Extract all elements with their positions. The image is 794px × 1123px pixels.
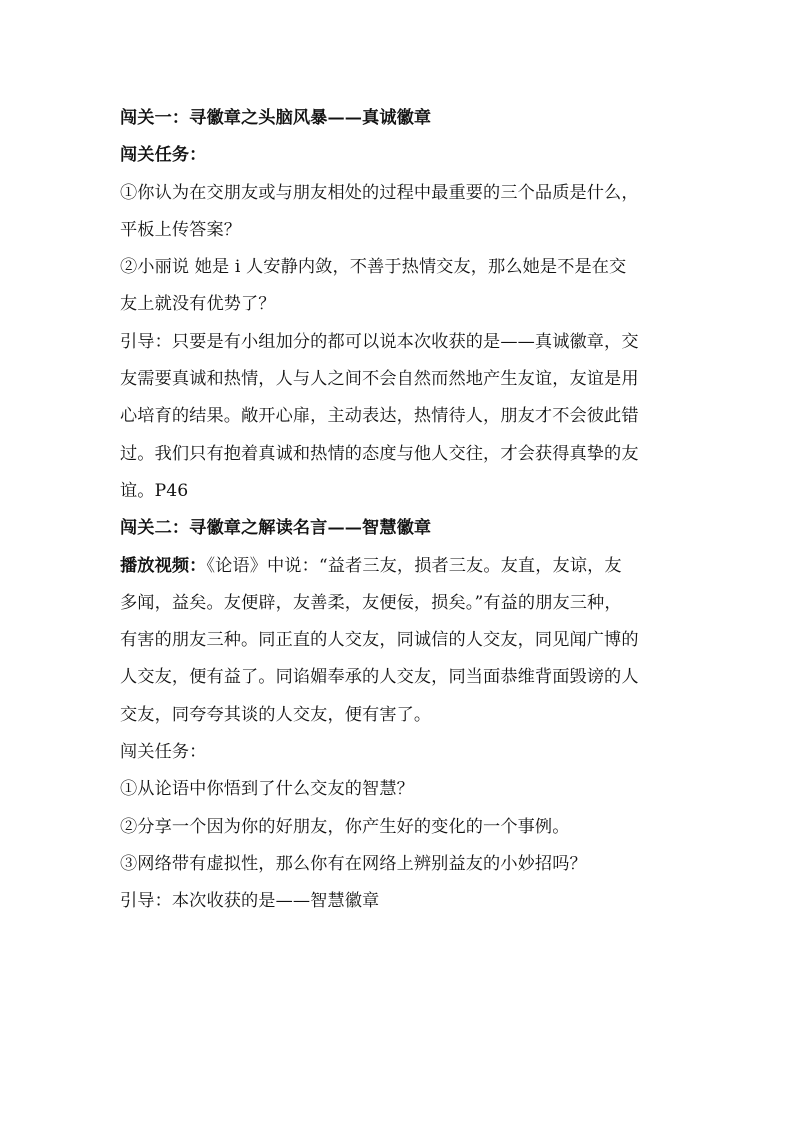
level2-video-line5: 交友，同夸夸其谈的人交友，便有害了。 bbox=[120, 704, 432, 725]
level1-heading: 闯关一：寻徽章之头脑风暴——真诚徽章 bbox=[120, 108, 432, 128]
document-body bbox=[120, 100, 680, 921]
level1-guide-line3: 心培育的结果。敞开心扉，主动表达，热情待人，朋友才不会彼此错 bbox=[120, 406, 639, 427]
level1-guide-line1: 引导：只要是有小组加分的都可以说本次收获的是——真诚徽章，交 bbox=[120, 331, 639, 352]
level2-task-label: 闯关任务： bbox=[120, 742, 207, 763]
level1-question2-line2: 友上就没有优势了？ bbox=[120, 294, 276, 315]
level2-question2: ②分享一个因为你的好朋友，你产生好的变化的一个事例。 bbox=[120, 816, 570, 837]
level2-question3: ③网络带有虚拟性，那么你有在网络上辨别益友的小妙招吗？ bbox=[120, 853, 587, 874]
level2-guide: 引导：本次收获的是——智慧徽章 bbox=[120, 891, 380, 912]
level1-question2-line1: ②小丽说 她是 i 人安静内敛，不善于热情交友，那么她是不是在交 bbox=[120, 257, 627, 278]
level2-video-line3: 有害的朋友三种。同正直的人交友，同诚信的人交友，同见闻广博的 bbox=[120, 630, 639, 651]
level2-video-line1 bbox=[120, 548, 680, 585]
video-label: 播放视频： bbox=[120, 555, 207, 576]
level2-video-line4: 人交友，便有益了。同谄媚奉承的人交友，同当面恭维背面毁谤的人 bbox=[120, 667, 639, 688]
level2-heading: 闯关二：寻徽章之解读名言——智慧徽章 bbox=[120, 518, 432, 539]
level1-task-label: 闯关任务： bbox=[120, 145, 207, 166]
level2-video-line2: 多闻，益矣。友便辟，友善柔，友便佞，损矣。”有益的朋友三种， bbox=[120, 592, 622, 613]
level1-guide-line5: 谊。P46 bbox=[120, 480, 189, 501]
level1-guide-line4: 过。我们只有抱着真诚和热情的态度与他人交往，才会获得真挚的友 bbox=[120, 443, 639, 464]
video-text-line1: 《论语》中说：“益者三友，损者三友。友直，友谅，友 bbox=[206, 555, 622, 576]
level1-question1-line2: 平板上传答案？ bbox=[120, 219, 242, 240]
level1-guide-line2: 友需要真诚和热情，人与人之间不会自然而然地产生友谊，友谊是用 bbox=[120, 369, 639, 390]
level2-question1: ①从论语中你悟到了什么交友的智慧？ bbox=[120, 779, 414, 800]
level1-question1-line1: ①你认为在交朋友或与朋友相处的过程中最重要的三个品质是什么， bbox=[120, 182, 639, 203]
